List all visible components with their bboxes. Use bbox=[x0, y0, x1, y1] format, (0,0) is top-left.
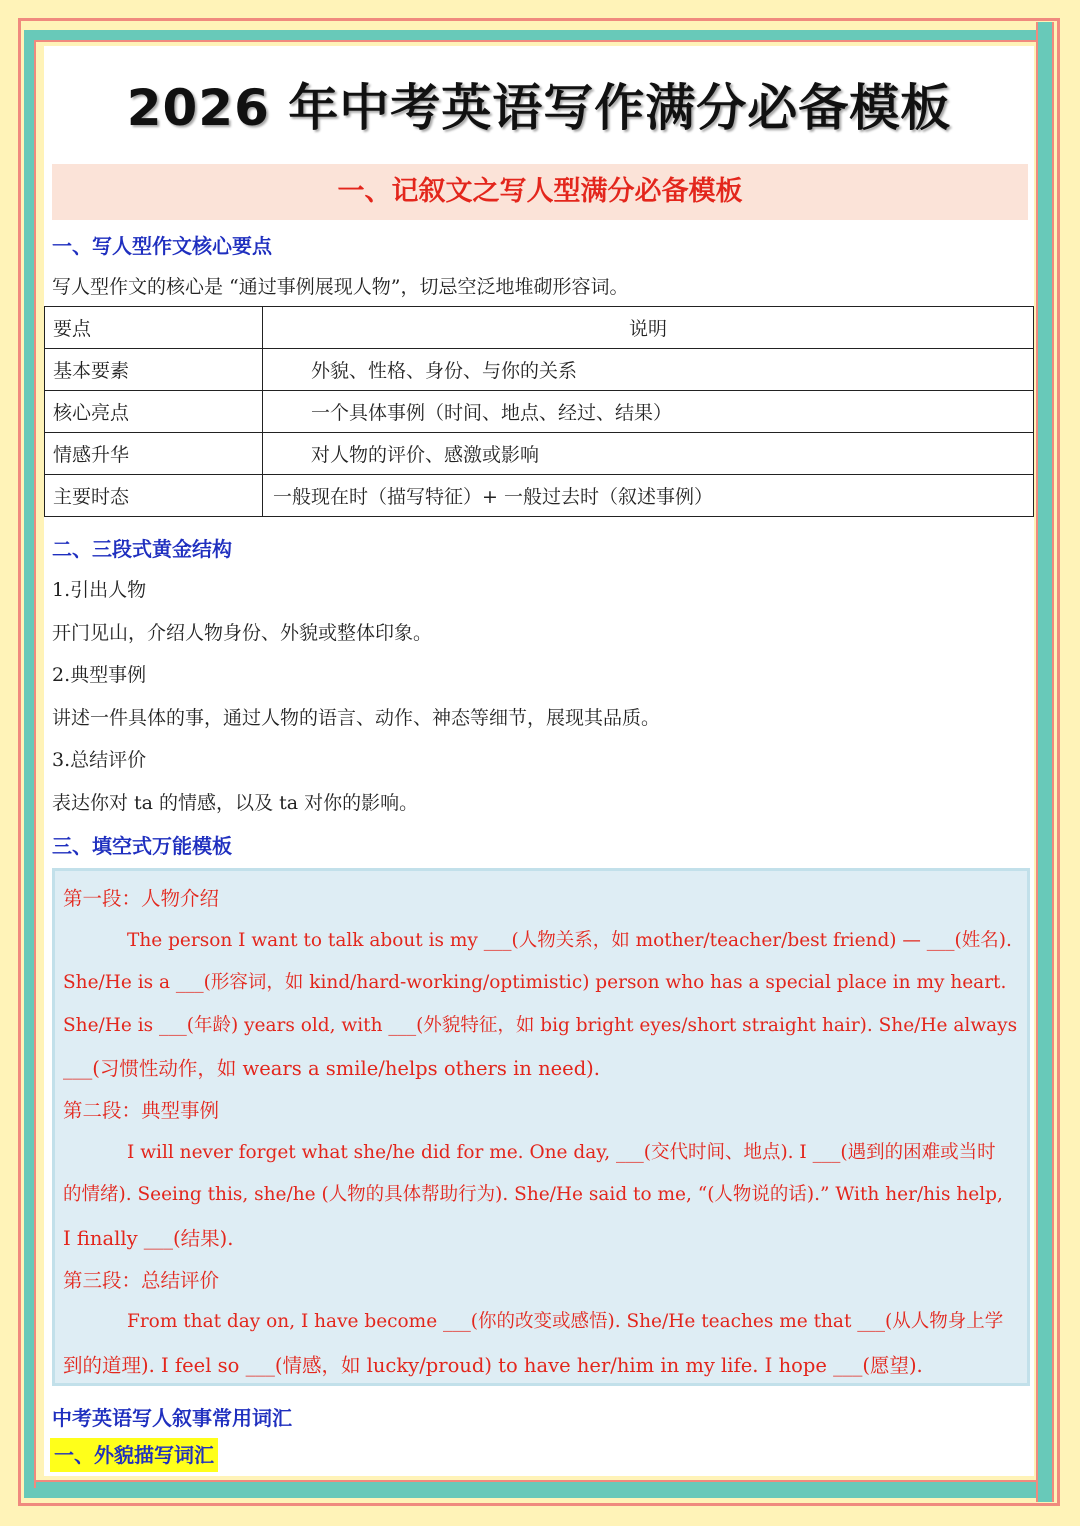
structure-item-title: 2.典型事例 bbox=[52, 664, 147, 686]
table-cell-value: 一般现在时（描写特征）+ 一般过去时（叙述事例） bbox=[263, 475, 1034, 517]
right-stripe bbox=[1036, 22, 1054, 1502]
vocab-subheading-highlight: 一、外貌描写词汇 bbox=[50, 1438, 218, 1472]
table-header-cell: 说明 bbox=[263, 307, 1034, 349]
structure-item-title: 3.总结评价 bbox=[52, 749, 147, 771]
table-cell-key: 情感升华 bbox=[45, 433, 263, 475]
table-cell-key: 主要时态 bbox=[45, 475, 263, 517]
template-paragraph-label: 第三段：总结评价 bbox=[63, 1269, 220, 1292]
table-row bbox=[45, 349, 1034, 391]
structure-item-desc: 讲述一件具体的事，通过人物的语言、动作、神态等细节，展现其品质。 bbox=[52, 707, 661, 729]
structure-item-desc: 开门见山，介绍人物身份、外貌或整体印象。 bbox=[52, 622, 433, 644]
table-row bbox=[45, 391, 1034, 433]
heading-structure: 二、三段式黄金结构 bbox=[52, 537, 232, 561]
template-line: I finally ___(结果). bbox=[63, 1227, 234, 1250]
template-line: The person I want to talk about is my ___(人物关系，如 mother/teacher/best friend) — ___(姓名). bbox=[127, 930, 1012, 951]
template-line: 到的道理). I feel so ___(情感，如 lucky/proud) to have her/him in my life. I hope ___(愿望). bbox=[63, 1354, 923, 1377]
template-line: From that day on, I have become ___(你的改变或感悟). She/He teaches me that ___(从人物身上学 bbox=[127, 1311, 1004, 1332]
vocab-heading: 中考英语写人叙事常用词汇 bbox=[52, 1406, 292, 1430]
template-line: ___(习惯性动作，如 wears a smile/helps others in need). bbox=[63, 1057, 600, 1080]
template-line: She/He is ___(年龄) years old, with ___(外貌特征，如 big bright eyes/short straight hair). She/He always bbox=[63, 1015, 1018, 1036]
template-paragraph-label: 第一段：人物介绍 bbox=[63, 887, 220, 910]
structure-item-title: 1.引出人物 bbox=[52, 579, 147, 601]
intro-text: 写人型作文的核心是 “通过事例展现人物”，切忌空泛地堆砌形容词。 bbox=[52, 276, 629, 298]
template-line: 的情绪). Seeing this, she/he (人物的具体帮助行为). She/He said to me, “(人物说的话).” With her/his help, bbox=[63, 1184, 1003, 1205]
table-header-row bbox=[45, 307, 1034, 349]
table-cell-value: 对人物的评价、感激或影响 bbox=[263, 433, 1034, 475]
section-banner: 一、记叙文之写人型满分必备模板 bbox=[52, 164, 1028, 220]
structure-item-desc: 表达你对 ta 的情感，以及 ta 对你的影响。 bbox=[52, 792, 419, 814]
table-cell-value: 一个具体事例（时间、地点、经过、结果） bbox=[263, 391, 1034, 433]
table-row bbox=[45, 433, 1034, 475]
document-page bbox=[44, 46, 1034, 1476]
heading-template: 三、填空式万能模板 bbox=[52, 834, 232, 858]
page-title: 2026 年中考英语写作满分必备模板 bbox=[126, 79, 952, 137]
heading-core-points: 一、写人型作文核心要点 bbox=[52, 234, 272, 258]
table-row bbox=[45, 475, 1034, 517]
table-cell-key: 核心亮点 bbox=[45, 391, 263, 433]
table-header-cell: 要点 bbox=[45, 307, 263, 349]
template-line: She/He is a ___(形容词，如 kind/hard-working/optimistic) person who has a special place in my heart. bbox=[63, 972, 1007, 993]
key-points-table bbox=[44, 306, 1034, 517]
template-box bbox=[52, 868, 1030, 1386]
template-line: I will never forget what she/he did for me. One day, ___(交代时间、地点). I ___(遇到的困难或当时 bbox=[127, 1142, 996, 1163]
bottom-stripe bbox=[36, 1480, 1036, 1494]
table-cell-value: 外貌、性格、身份、与你的关系 bbox=[263, 349, 1034, 391]
table-cell-key: 基本要素 bbox=[45, 349, 263, 391]
template-paragraph-label: 第二段：典型事例 bbox=[63, 1099, 220, 1122]
